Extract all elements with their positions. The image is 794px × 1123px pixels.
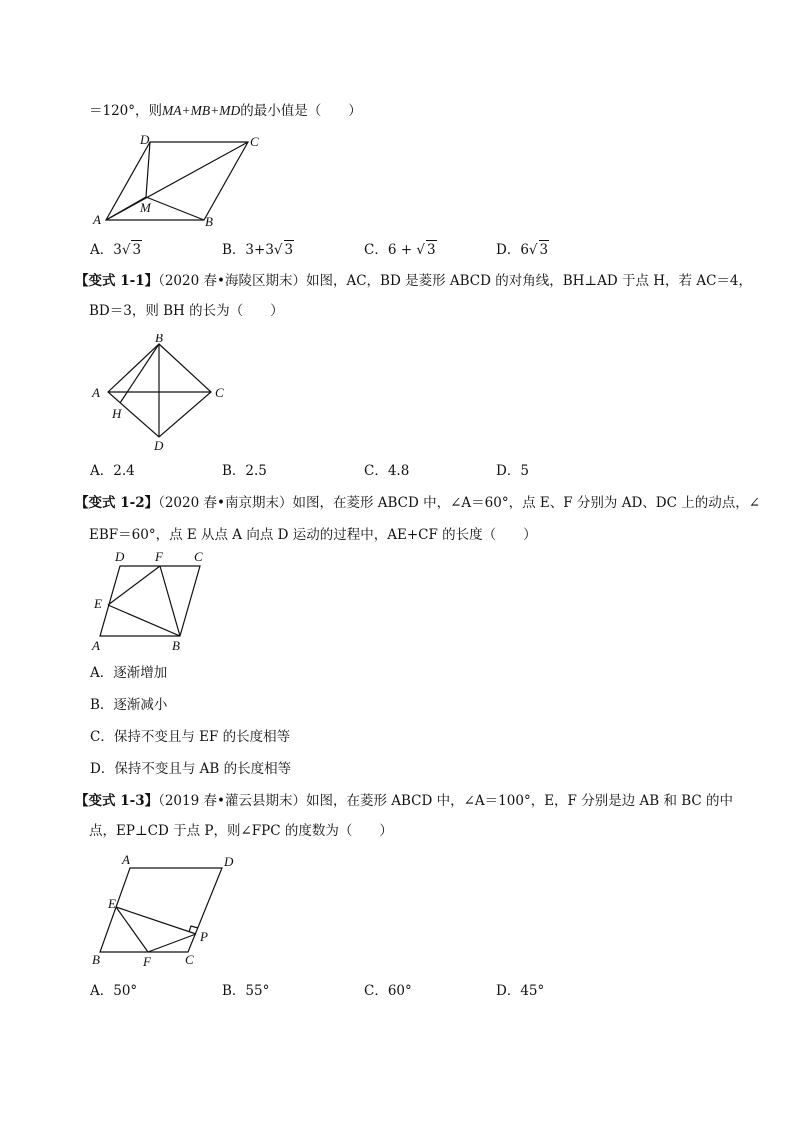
q0-label-a: A: [93, 212, 101, 227]
q0-stem-expr: MA+MB+MD: [162, 103, 241, 118]
q0-stem-suffix: 的最小值是（ ）: [240, 103, 362, 119]
q1-line-2: [89, 302, 284, 320]
q3-option-c[interactable]: C．60°: [364, 983, 412, 999]
q1-segment-bh: [120, 344, 159, 403]
q0-segment-dm: [146, 142, 150, 197]
q1-figure: [88, 334, 248, 454]
q1-option-c[interactable]: C．4.8: [364, 463, 410, 479]
q0-figure: [88, 130, 278, 230]
q2-label-c: C: [194, 550, 203, 564]
q3-segment-ef: [116, 907, 148, 952]
q0-label-m: M: [140, 200, 151, 215]
q1-label-a: A: [92, 385, 100, 400]
q3-tag: 【变式 1-3】: [75, 793, 159, 809]
q3-option-b[interactable]: B．55°: [222, 983, 270, 999]
q3-label-p: P: [200, 929, 208, 944]
q0-option-b-radicand: 3: [284, 242, 294, 258]
q3-label-c: C: [185, 952, 194, 967]
q2-option-a[interactable]: A．逐渐增加: [90, 665, 168, 681]
q2-label-d: D: [115, 550, 125, 564]
q2-line1-text: （2020 春•南京期末）如图，在菱形 ABCD 中，∠A＝60°，点 E、F 分别为 AD、DC 上的动点，∠: [158, 495, 761, 511]
q0-option-c[interactable]: [364, 240, 437, 259]
q1-tag: 【变式 1-1】: [75, 273, 159, 289]
q3-segment-ep: [116, 907, 196, 934]
q2-line-2: [89, 526, 537, 544]
q3-line-2: [89, 822, 393, 840]
q1-label-d: D: [154, 438, 164, 453]
q2-segment-ef: [108, 566, 160, 605]
q2-segment-fb: [160, 566, 180, 636]
q2-option-d[interactable]: D．保持不变且与 AB 的长度相等: [90, 761, 292, 777]
q3-label-d: D: [224, 854, 234, 869]
q0-option-c-label: C．: [364, 242, 388, 258]
q3-figure: [88, 852, 248, 972]
q0-label-c: C: [250, 134, 259, 149]
q0-option-c-coef: 6 +: [387, 242, 417, 258]
q2-label-f: F: [155, 550, 163, 564]
q0-option-a-label: A．: [90, 242, 114, 258]
q2-label-b: B: [172, 638, 180, 650]
q3-line1-text: （2019 春•灌云县期末）如图，在菱形 ABCD 中，∠A＝100°，E，F 分别是边 AB 和 BC 的中: [158, 793, 734, 809]
q2-segment-eb: [108, 605, 180, 636]
q0-option-b-label: B．: [222, 242, 246, 258]
q2-option-b[interactable]: B．逐渐减小: [90, 697, 168, 713]
q2-label-a: A: [92, 638, 100, 650]
q0-option-d-label: D．: [496, 242, 521, 258]
q3-line2-text: 点，EP⊥CD 于点 P，则∠FPC 的度数为（ ）: [89, 823, 393, 839]
q1-source: （2020 春•海陵区期末）如图，: [158, 273, 347, 289]
q2-label-e: E: [94, 596, 102, 611]
q0-segment-bm: [146, 197, 204, 220]
q3-label-a: A: [122, 852, 130, 867]
q1-line1-rest: AC，BD 是菱形 ABCD 的对角线，BH⊥AD 于点 H，若 AC＝4，: [346, 273, 753, 289]
q1-label-c: C: [215, 385, 224, 400]
q2-line-1: [75, 494, 760, 512]
q1-line-1: [75, 272, 752, 290]
q3-label-f: F: [143, 954, 151, 969]
q0-option-d-coef: 6: [520, 242, 529, 258]
q2-tag: 【变式 1-2】: [75, 495, 159, 511]
q1-option-a[interactable]: A．2.4: [90, 463, 135, 479]
q2-line2-text: EBF＝60°，点 E 从点 A 向点 D 运动的过程中，AE+CF 的长度（ ）: [89, 527, 537, 543]
q2-option-c[interactable]: C．保持不变且与 EF 的长度相等: [90, 729, 291, 745]
q0-label-b: B: [205, 214, 213, 229]
q3-label-e: E: [108, 896, 116, 911]
q0-option-a-radicand: 3: [132, 242, 142, 258]
q0-option-a[interactable]: [90, 240, 142, 259]
q0-option-c-radicand: 3: [426, 242, 436, 258]
q0-option-b-coef: 3+3: [245, 242, 274, 258]
sqrt-icon: √ 3: [416, 242, 436, 258]
sqrt-icon: √ 3: [273, 242, 294, 258]
sqrt-icon: √ 3: [121, 242, 142, 258]
q3-option-d[interactable]: D．45°: [496, 983, 545, 999]
q3-label-b: B: [92, 952, 100, 967]
q1-label-h: H: [112, 406, 122, 421]
q0-option-a-coef: 3: [113, 242, 122, 258]
q1-option-d[interactable]: D．5: [496, 463, 529, 479]
q1-line2-text: BD＝3，则 BH 的长为（ ）: [89, 303, 284, 319]
q3-line-1: [75, 792, 733, 810]
q0-option-b[interactable]: [222, 240, 294, 259]
q0-stem-prefix: ＝120°，则: [89, 103, 163, 119]
q2-figure: [88, 550, 228, 650]
q0-option-d-radicand: 3: [539, 242, 549, 258]
q0-option-d[interactable]: [496, 240, 549, 259]
q0-label-d: D: [140, 132, 150, 147]
sqrt-icon: √ 3: [528, 242, 549, 258]
q0-stem: [89, 102, 362, 120]
q1-option-b[interactable]: B．2.5: [222, 463, 267, 479]
q1-label-b: B: [155, 334, 163, 345]
q3-option-a[interactable]: A．50°: [90, 983, 138, 999]
q2-rhombus: [100, 566, 200, 636]
